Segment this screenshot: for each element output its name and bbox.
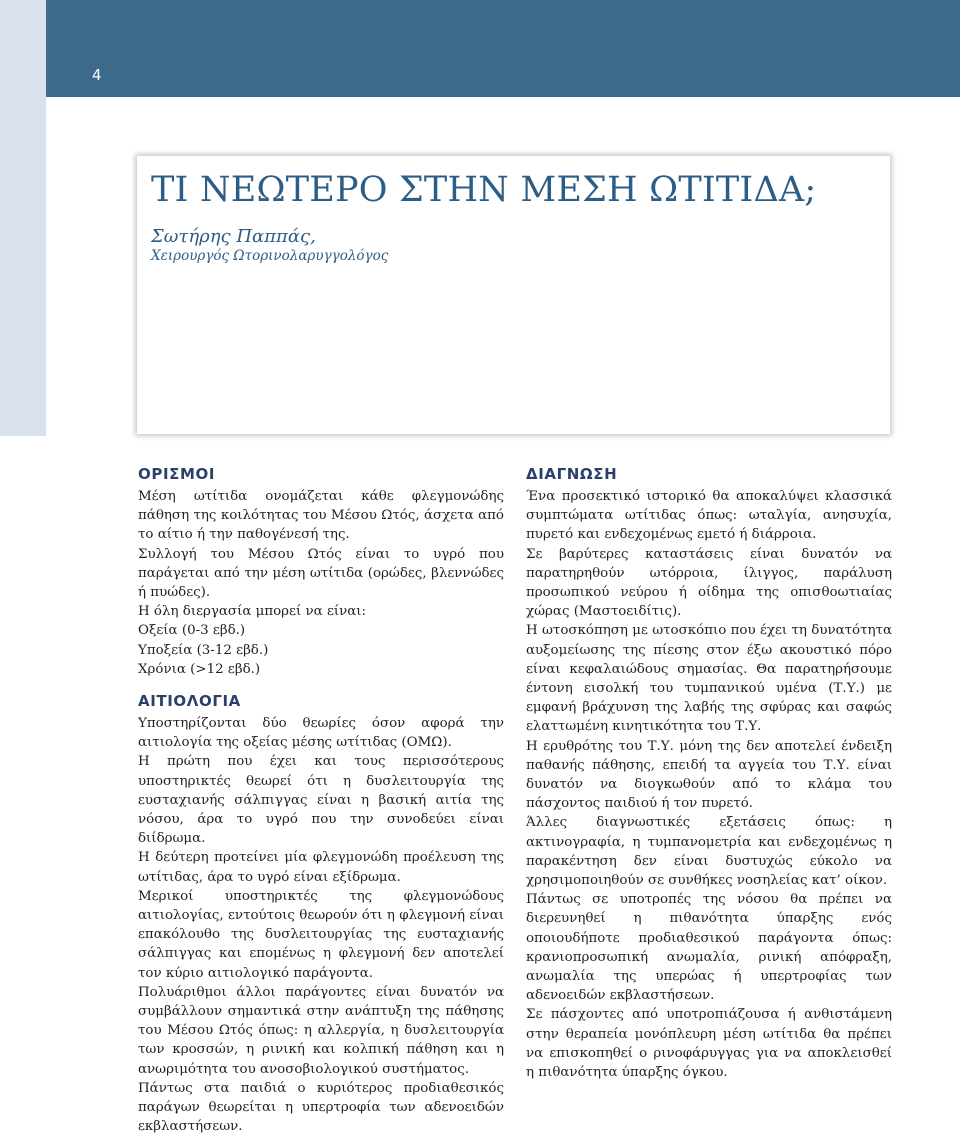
etiology-paragraph: Η δεύτερη προτείνει μία φλεγμονώδη προέλευση της ωτίτιδας, άρα το υγρό είναι εξίδρωμα.	[138, 850, 504, 885]
etiology-paragraph: Πολυάριθμοι άλλοι παράγοντες είναι δυνατόν να συμβάλλουν σημαντικά στην ανάπτυξη της πάθησης του Μέσου Ωτός όπως: η αλλεργία, η δυσλειτουργία των κροσσών, η ρινική και κολπική πάθηση και η ανωριμότητα του ανοσοβιολογικού συστήματος.	[138, 984, 504, 1077]
header-bar	[46, 0, 960, 97]
diagnosis-paragraph: Η ωτοσκόπηση με ωτοσκόπιο που έχει τη δυνατότητα αυξομείωσης της πίεσης στον έξω ακουστικό πόρο είναι κεφαλαιώδους σημασίας. Θα παρατηρήσουμε έντονη εισολκή του τυμπανικού υμένα (Τ.Υ.) με εμφανή βράχυνση της λαβής της σφύρας και σαφώς ελαττωμένη κινητικότητα του Τ.Υ.	[526, 623, 892, 735]
diagnosis-paragraph: Ένα προσεκτικό ιστορικό θα αποκαλύψει κλασσικά συμπτώματα ωτίτιδας όπως: ωταλγία, ανησυχία, πυρετό και ενδεχομένως εμετό ή διάρροια.	[526, 489, 892, 543]
etiology-paragraph: Υποστηρίζονται δύο θεωρίες όσον αφορά την αιτιολογία της οξείας μέσης ωτίτιδας (ΟΜΩ).	[138, 716, 504, 751]
diagnosis-paragraph: Σε πάσχοντες από υποτροπιάζουσα ή ανθιστάμενη στην θεραπεία μονόπλευρη μέση ωτίτιδα θα πρέπει να επισκοπηθεί ο ρινοφάρυγγας για να αποκλεισθεί η πιθανότητα ύπαρξης όγκου.	[526, 1007, 892, 1081]
section-heading-diagnosis: ΔΙΑΓΝΩΣΗ	[526, 465, 618, 483]
section-heading-etiology: ΑΙΤΙΟΛΟΓΙΑ	[138, 692, 241, 711]
etiology-paragraph: Μερικοί υποστηρικτές της φλεγμονώδους αιτιολογίας, εντούτοις θεωρούν ότι η φλεγμονή είναι επακόλουθο της δυσλειτουργίας της ευσταχιανής σάλπιγγας και επομένως η φλεγμονή δεν αποτελεί τον κύριο αιτιολογικό παράγοντα.	[138, 888, 504, 981]
left-column	[138, 462, 504, 1137]
author-role: Χειρουργός Ωτορινολαρυγγολόγος	[151, 248, 389, 264]
side-decor-strip	[0, 0, 46, 436]
diagnosis-paragraph: Πάντως σε υποτροπές της νόσου θα πρέπει να διερευνηθεί η πιθανότητα ύπαρξης ενός οποιουδήποτε προδιαθεσικού παράγοντα όπως: κρανιοπροσωπική ανωμαλία, ρινική απόφραξη, ανωμαλία της υπερώας ή υπερτροφίας των αδενοειδών εκβλαστήσεων.	[526, 892, 892, 1004]
diagnosis-paragraph: Η ερυθρότης του Τ.Υ. μόνη της δεν αποτελεί ένδειξη παθανής πάθησης, επειδή τα αγγεία του Τ.Υ. είναι δυνατόν να διογκωθούν από το κλάμα του πάσχοντος παιδιού ή τον πυρετό.	[526, 738, 892, 812]
definitions-paragraph: Η όλη διεργασία μπορεί να είναι:	[138, 604, 367, 620]
definitions-paragraph: Συλλογή του Μέσου Ωτός είναι το υγρό που παράγεται από την μέση ωτίτιδα (ορώδες, βλεννώδες ή πυώδες).	[138, 546, 504, 601]
article-title: ΤΙ ΝΕΩΤΕΡΟ ΣΤΗΝ ΜΕΣΗ ΩΤΙΤΙΔΑ;	[151, 170, 817, 210]
etiology-paragraph: Η πρώτη που έχει και τους περισσότερους υποστηρικτές θεωρεί ότι η δυσλειτουργία της ευσταχιανής σάλπιγγας είναι η βασική αιτία της νόσου, άρα το υγρό που την συνοδεύει είναι διίδρωμα.	[138, 754, 504, 847]
diagnosis-paragraph: Σε βαρύτερες καταστάσεις είναι δυνατόν να παρατηρηθούν ωτόρροια, ίλιγγος, παράλυση προσωπικού νεύρου ή οίδημα της οπισθοωτιαίας χώρας (Μαστοειδίτις).	[526, 546, 892, 620]
diagnosis-paragraph: Άλλες διαγνωστικές εξετάσεις όπως: η ακτινογραφία, η τυμπανομετρία και ενδεχομένως η παρακέντηση δεν είναι δυστυχώς εύκολο να χρησιμοποιηθούν σε συνθήκες νοσηλείας κατ’ οίκον.	[526, 815, 892, 889]
title-card	[137, 156, 890, 434]
page-number: 4	[92, 66, 102, 84]
etiology-paragraph: Πάντως στα παιδιά ο κυριότερος προδιαθεσικός παράγων θεωρείται η υπερτροφία των αδενοειδών εκβλαστήσεων.	[138, 1080, 504, 1135]
definitions-list-item: Υποξεία (3-12 εβδ.)	[138, 642, 269, 658]
right-column	[526, 462, 892, 1082]
section-heading-definitions: ΟΡΙΣΜΟΙ	[138, 465, 216, 483]
definitions-paragraph: Μέση ωτίτιδα ονομάζεται κάθε φλεγμονώδης πάθηση της κοιλότητας του Μέσου Ωτός, άσχετα από το αίτιο ή την παθογένεσή της.	[138, 489, 504, 543]
author-name: Σωτήρης Παππάς,	[151, 226, 316, 247]
definitions-list-item: Οξεία (0-3 εβδ.)	[138, 623, 246, 639]
definitions-list-item: Χρόνια (>12 εβδ.)	[138, 661, 261, 677]
